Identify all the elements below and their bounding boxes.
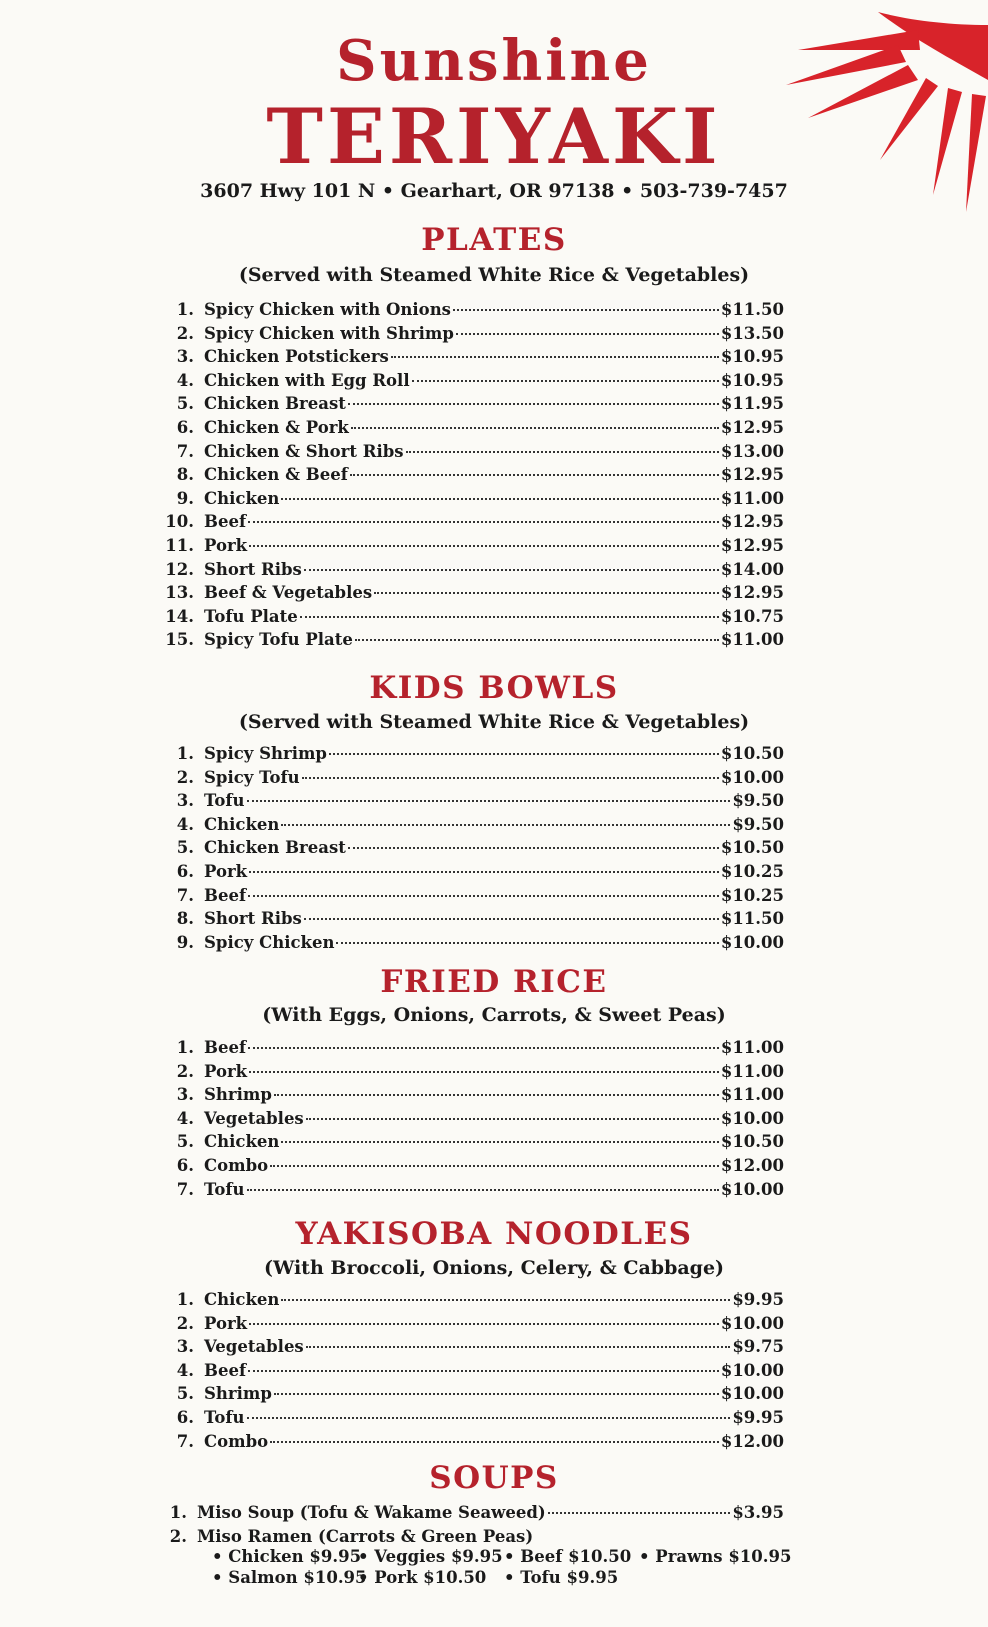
menu-item-number: 5.	[176, 1132, 194, 1152]
menu-item-price: $12.95	[720, 512, 784, 532]
menu-item-price: $11.00	[720, 1085, 784, 1105]
section-title-kids-bowls: KIDS BOWLS	[369, 670, 619, 706]
yakisoba-list	[160, 1290, 784, 1455]
menu-item	[160, 1109, 784, 1133]
dot-leader	[300, 616, 719, 618]
menu-item-number: 6.	[176, 1407, 194, 1427]
dot-leader	[304, 918, 719, 920]
dot-leader	[281, 1141, 718, 1143]
section-subtitle-yakisoba: (With Broccoli, Onions, Celery, & Cabbage)	[263, 1257, 725, 1279]
menu-item-name: Spicy Chicken with Onions	[204, 300, 451, 319]
dot-leader	[351, 427, 719, 429]
menu-item	[160, 886, 784, 910]
menu-item-name: Short Ribs	[204, 559, 302, 579]
section-title-plates: PLATES	[421, 222, 567, 258]
menu-item-name: Chicken & Short Ribs	[204, 441, 404, 461]
section-title-yakisoba: YAKISOBA NOODLES	[295, 1216, 693, 1252]
dot-leader	[456, 333, 719, 335]
menu-item-number: 7.	[176, 1431, 194, 1451]
menu-item	[160, 489, 784, 513]
dot-leader	[348, 847, 719, 849]
menu-item-name: Chicken	[204, 1290, 280, 1309]
ramen-option: • Salmon $10.95	[212, 1568, 367, 1587]
menu-item-price: $9.75	[732, 1337, 784, 1357]
menu-item-price: $12.95	[720, 583, 784, 603]
dot-leader	[248, 521, 719, 523]
menu-item-name: Beef & Vegetables	[204, 583, 373, 603]
ramen-option: • Prawns $10.95	[639, 1547, 792, 1566]
menu-item-number: 8.	[176, 909, 194, 929]
menu-item-number: 2.	[176, 1313, 194, 1333]
menu-item-number: 2.	[169, 1526, 187, 1546]
menu-item-price: $10.95	[720, 370, 784, 390]
menu-item-name: Spicy Tofu Plate	[204, 630, 353, 650]
ramen-options	[212, 1547, 812, 1587]
menu-item	[160, 862, 784, 886]
menu-item-number: 3.	[176, 1085, 194, 1105]
dot-leader	[249, 1323, 719, 1325]
menu-item-price: $12.95	[720, 417, 784, 437]
menu-item	[160, 838, 784, 862]
dot-leader	[302, 777, 719, 779]
ramen-option: • Veggies $9.95	[358, 1547, 503, 1566]
dot-leader	[248, 1370, 719, 1372]
dot-leader	[249, 871, 719, 873]
menu-item-price: $10.00	[720, 1360, 784, 1380]
menu-item	[160, 630, 784, 654]
menu-item	[160, 815, 784, 839]
menu-item-name: Chicken with Egg Roll	[204, 370, 410, 390]
menu-item-number: 5.	[176, 1384, 194, 1404]
menu-item-name: Beef	[204, 512, 247, 532]
dot-leader	[274, 1094, 719, 1096]
menu-item-name: Chicken Potstickers	[204, 347, 389, 367]
ramen-option: • Tofu $9.95	[504, 1568, 619, 1587]
dot-leader	[281, 824, 730, 826]
menu-item	[160, 768, 784, 792]
restaurant-address: 3607 Hwy 101 N • Gearhart, OR 97138 • 503-739-7457	[200, 180, 788, 202]
menu-item	[160, 1038, 784, 1062]
dot-leader	[248, 895, 719, 897]
menu-item-number: 15.	[165, 630, 194, 650]
menu-item-name: Chicken & Pork	[204, 417, 349, 437]
menu-item	[160, 418, 784, 442]
dot-leader	[374, 592, 719, 594]
menu-item-number: 3.	[176, 347, 194, 367]
menu-item-name: Chicken	[204, 1132, 280, 1152]
menu-item-price: $12.00	[720, 1431, 784, 1451]
dot-leader	[247, 1189, 719, 1191]
dot-leader	[336, 942, 718, 944]
menu-item-price: $13.00	[720, 441, 784, 461]
menu-item	[160, 371, 784, 395]
dot-leader	[249, 545, 719, 547]
menu-item-name: Pork	[204, 535, 248, 555]
dot-leader	[247, 800, 731, 802]
menu-item-price: $9.50	[732, 791, 784, 811]
menu-item-number: 1.	[176, 1290, 194, 1309]
menu-item	[160, 300, 784, 324]
section-subtitle-plates: (Served with Steamed White Rice & Vegetables)	[238, 264, 750, 286]
menu-item-price: $10.00	[720, 1108, 784, 1128]
menu-item-price: $10.75	[720, 606, 784, 626]
menu-item-number: 9.	[176, 488, 194, 508]
menu-item-price: $11.95	[720, 394, 784, 414]
menu-item-price: $9.95	[732, 1290, 784, 1309]
plates-list	[160, 300, 784, 654]
menu-item	[160, 347, 784, 371]
menu-item-name: Vegetables	[204, 1108, 304, 1128]
menu-item-price: $11.00	[720, 630, 784, 650]
menu-item	[160, 560, 784, 584]
menu-item-price: $10.00	[720, 1179, 784, 1199]
menu-item-name: Shrimp	[204, 1384, 272, 1404]
dot-leader	[281, 1299, 730, 1301]
dot-leader	[281, 498, 718, 500]
menu-item-name: Combo	[204, 1155, 269, 1175]
menu-item-number: 2.	[176, 1061, 194, 1081]
menu-item-number: 6.	[176, 861, 194, 881]
ramen-option: • Beef $10.50	[504, 1547, 632, 1566]
menu-item	[160, 1156, 784, 1180]
dot-leader	[412, 380, 719, 382]
section-title-fried-rice: FRIED RICE	[380, 964, 608, 1000]
menu-item	[160, 536, 784, 560]
menu-item	[160, 791, 784, 815]
menu-item-price: $10.00	[720, 932, 784, 952]
menu-item	[160, 1384, 784, 1408]
fried-rice-list	[160, 1038, 784, 1203]
menu-item-number: 2.	[176, 323, 194, 343]
menu-item-number: 1.	[176, 1038, 194, 1057]
menu-item	[160, 933, 784, 957]
menu-item-name: Chicken & Beef	[204, 465, 348, 485]
menu-item-name: Pork	[204, 861, 248, 881]
menu-item-price: $9.95	[732, 1407, 784, 1427]
menu-item	[160, 394, 784, 418]
menu-item	[153, 1503, 784, 1527]
menu-item-number: 1.	[169, 1503, 187, 1522]
menu-item-name: Spicy Chicken with Shrimp	[204, 323, 454, 343]
dot-leader	[274, 1393, 719, 1395]
menu-item-price: $13.50	[720, 323, 784, 343]
menu-item-name: Short Ribs	[204, 909, 302, 929]
menu-item-price: $11.00	[720, 1061, 784, 1081]
menu-item	[160, 1085, 784, 1109]
section-subtitle-kids-bowls: (Served with Steamed White Rice & Vegetables)	[238, 711, 750, 733]
menu-item-name: Spicy Chicken	[204, 932, 335, 952]
menu-item-name: Pork	[204, 1313, 248, 1333]
dot-leader	[304, 569, 719, 571]
dot-leader	[391, 356, 719, 358]
dot-leader	[247, 1417, 731, 1419]
menu-item-number: 7.	[176, 885, 194, 905]
menu-item-price: $12.00	[720, 1155, 784, 1175]
dot-leader	[548, 1512, 731, 1514]
dot-leader	[453, 309, 719, 311]
menu-item-name: Tofu	[204, 1407, 245, 1427]
menu-item-name: Miso Ramen (Carrots & Green Peas)	[197, 1526, 534, 1546]
menu-item	[160, 1432, 784, 1456]
menu-item-price: $10.95	[720, 347, 784, 367]
kids-bowls-list	[160, 744, 784, 956]
menu-item-price: $10.00	[720, 1384, 784, 1404]
menu-item	[160, 512, 784, 536]
dot-leader	[355, 639, 719, 641]
menu-item-price: $11.00	[720, 1038, 784, 1057]
menu-item-name: Shrimp	[204, 1085, 272, 1105]
menu-item	[160, 465, 784, 489]
ramen-option: • Chicken $9.95	[212, 1547, 362, 1566]
menu-item-name: Miso Soup (Tofu & Wakame Seaweed)	[197, 1503, 546, 1522]
menu-item-number: 14.	[165, 606, 194, 626]
menu-item-name: Spicy Shrimp	[204, 744, 327, 763]
dot-leader	[270, 1165, 719, 1167]
dot-leader	[249, 1071, 719, 1073]
menu-item-name: Vegetables	[204, 1337, 304, 1357]
menu-item-price: $11.50	[720, 300, 784, 319]
menu-item-number: 11.	[165, 535, 194, 555]
menu-item	[160, 1361, 784, 1385]
menu-item-number: 6.	[176, 417, 194, 437]
menu-item-name: Chicken	[204, 488, 280, 508]
menu-item-name: Combo	[204, 1431, 269, 1451]
menu-item-number: 4.	[176, 814, 194, 834]
menu-item	[160, 607, 784, 631]
menu-item-name: Tofu	[204, 791, 245, 811]
menu-item-number: 5.	[176, 394, 194, 414]
menu-item-number: 10.	[165, 512, 194, 532]
menu-item-price: $10.25	[720, 861, 784, 881]
menu-item-number: 8.	[176, 465, 194, 485]
menu-item-price: $12.95	[720, 465, 784, 485]
menu-item-price: $9.50	[732, 814, 784, 834]
menu-item-name: Beef	[204, 1038, 247, 1057]
menu-item-name: Chicken Breast	[204, 394, 346, 414]
menu-item	[160, 1408, 784, 1432]
dot-leader	[270, 1441, 719, 1443]
section-subtitle-fried-rice: (With Eggs, Onions, Carrots, & Sweet Peas)	[262, 1004, 726, 1026]
menu-item-price: $10.25	[720, 885, 784, 905]
menu-item-number: 4.	[176, 1108, 194, 1128]
menu-item-number: 4.	[176, 370, 194, 390]
menu-item-name: Chicken Breast	[204, 838, 346, 858]
menu-item-name: Beef	[204, 1360, 247, 1380]
menu-item-price: $11.00	[720, 488, 784, 508]
menu-item-price: $14.00	[720, 559, 784, 579]
menu-item-name: Spicy Tofu	[204, 767, 300, 787]
menu-item-number: 9.	[176, 932, 194, 952]
menu-item-price: $10.50	[720, 838, 784, 858]
menu-item-price: $10.00	[720, 767, 784, 787]
dot-leader	[329, 753, 719, 755]
menu-item	[160, 1314, 784, 1338]
menu-item-number: 5.	[176, 838, 194, 858]
menu-item	[160, 442, 784, 466]
menu-item-number: 6.	[176, 1155, 194, 1175]
menu-item-name: Beef	[204, 885, 247, 905]
menu-item-price: $12.95	[720, 535, 784, 555]
menu-item-number: 3.	[176, 1337, 194, 1357]
menu-item-price: $11.50	[720, 909, 784, 929]
menu-item-price: $10.50	[720, 744, 784, 763]
menu-item-name: Pork	[204, 1061, 248, 1081]
soups-list	[153, 1503, 784, 1550]
menu-item-number: 13.	[165, 583, 194, 603]
menu-item	[160, 1290, 784, 1314]
menu-item	[160, 583, 784, 607]
menu-item-number: 7.	[176, 1179, 194, 1199]
menu-item-number: 4.	[176, 1360, 194, 1380]
dot-leader	[306, 1346, 731, 1348]
menu-item-number: 3.	[176, 791, 194, 811]
menu-item-price: $3.95	[732, 1503, 784, 1522]
menu-item	[160, 1337, 784, 1361]
menu-item-number: 1.	[176, 300, 194, 319]
menu-item	[160, 324, 784, 348]
restaurant-name-line1: Sunshine	[336, 28, 652, 94]
menu-item-number: 12.	[165, 559, 194, 579]
menu-item-number: 2.	[176, 767, 194, 787]
menu-item-number: 1.	[176, 744, 194, 763]
dot-leader	[348, 403, 719, 405]
dot-leader	[248, 1047, 719, 1049]
menu-item-price: $10.50	[720, 1132, 784, 1152]
menu-item	[160, 909, 784, 933]
menu-item	[160, 1062, 784, 1086]
menu-item	[160, 744, 784, 768]
dot-leader	[306, 1118, 719, 1120]
restaurant-name-line2: TERIYAKI	[266, 92, 722, 181]
menu-item-name: Tofu Plate	[204, 606, 298, 626]
menu-item-price: $10.00	[720, 1313, 784, 1333]
menu-item-name: Tofu	[204, 1179, 245, 1199]
ramen-option: • Pork $10.50	[358, 1568, 487, 1587]
menu-item	[160, 1132, 784, 1156]
dot-leader	[406, 451, 719, 453]
menu-item	[160, 1180, 784, 1204]
menu-item-number: 7.	[176, 441, 194, 461]
menu-item-name: Chicken	[204, 814, 280, 834]
dot-leader	[350, 474, 719, 476]
section-title-soups: SOUPS	[429, 1460, 559, 1496]
